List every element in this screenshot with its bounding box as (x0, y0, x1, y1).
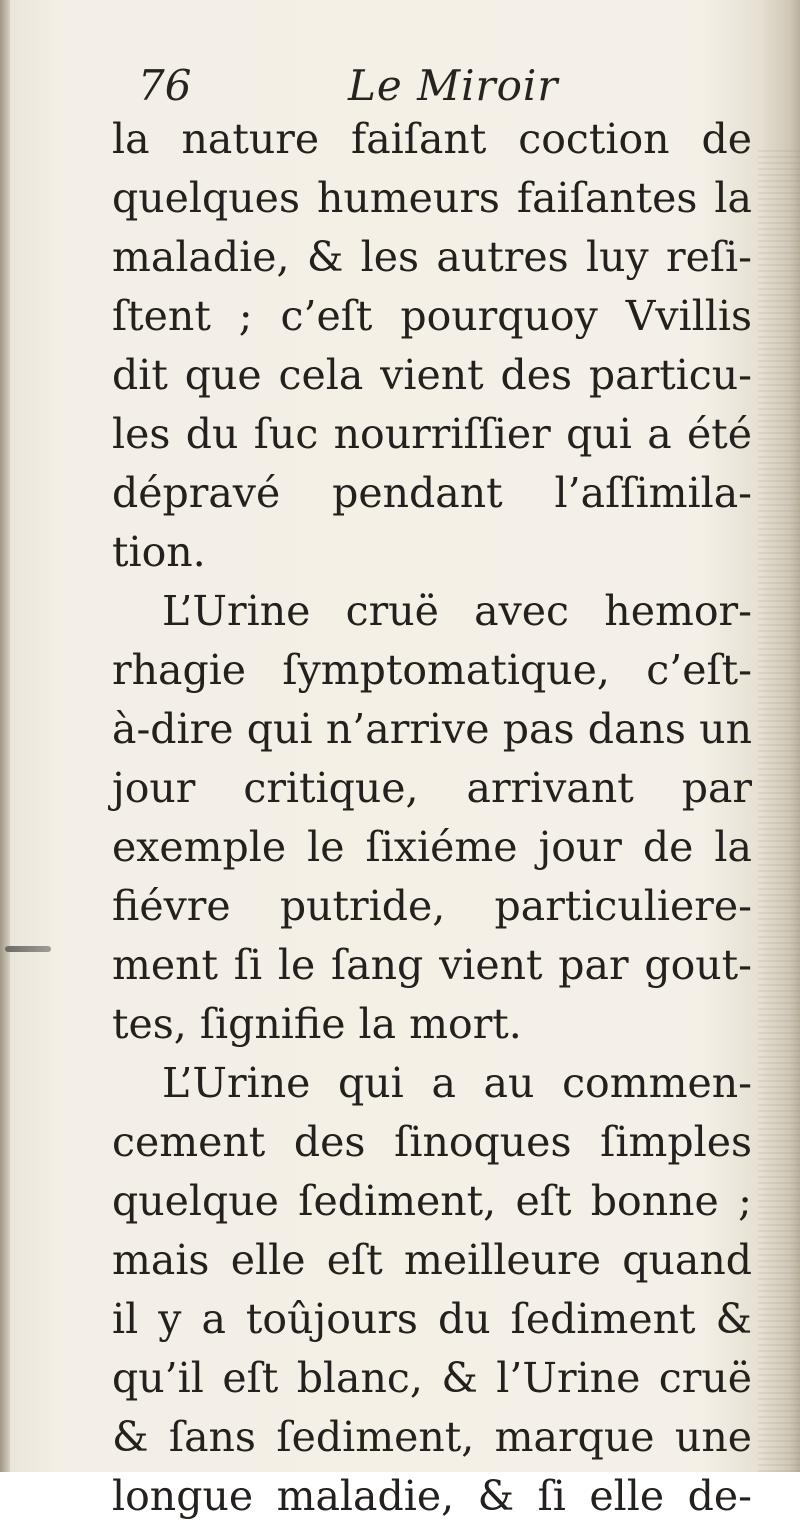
text-line: fiévre putride, particuliere- (112, 882, 752, 930)
text-line: il y a toûjours du ſediment & (112, 1295, 752, 1343)
running-title: Le Miroir (348, 61, 559, 110)
text-line: ſtent ; c’eſt pourquoy Vvillis (112, 292, 752, 340)
text-line: quelques humeurs faiſantes la (112, 174, 752, 222)
text-line: rhagie ſymptomatique, c’eſt- (112, 646, 752, 694)
text-line: longue maladie, & ſi elle de- (112, 1472, 752, 1520)
body-text (112, 110, 752, 1526)
paragraph-start-line: L’Urine qui a au commen- (162, 1059, 752, 1107)
text-line: la nature faiſant coction de (112, 115, 752, 163)
text-line: exemple le ſixiéme jour de la (112, 823, 752, 871)
page-header (138, 60, 658, 112)
text-line: jour critique, arrivant par (112, 764, 752, 812)
text-line: tion. (112, 528, 206, 576)
text-line: les du ſuc nourriſſier qui a été (112, 410, 752, 458)
margin-mark (5, 946, 51, 952)
text-line: à-dire qui n’arrive pas dans un (112, 705, 752, 753)
page-gutter-shadow (0, 0, 10, 1472)
text-line: cement des ſinoques ſimples (112, 1118, 752, 1166)
text-line: & ſans ſediment, marque une (112, 1413, 752, 1461)
text-line: quelque ſediment, eſt bonne ; (112, 1177, 752, 1225)
page-number: 76 (138, 61, 192, 110)
text-line: dépravé pendant l’aſſimila- (112, 469, 752, 517)
text-line: tes, ſignifie la mort. (112, 1000, 522, 1048)
text-line: dit que cela vient des particu- (112, 351, 752, 399)
page-edge (758, 150, 800, 1472)
text-line: mais elle eſt meilleure quand (112, 1236, 752, 1284)
text-line: ment ſi le ſang vient par gout- (112, 941, 752, 989)
text-line: qu’il eſt blanc, & l’Urine cruë (112, 1354, 752, 1402)
text-line: maladie, & les autres luy reſi- (112, 233, 752, 281)
paragraph-start-line: L’Urine cruë avec hemor- (162, 587, 752, 635)
